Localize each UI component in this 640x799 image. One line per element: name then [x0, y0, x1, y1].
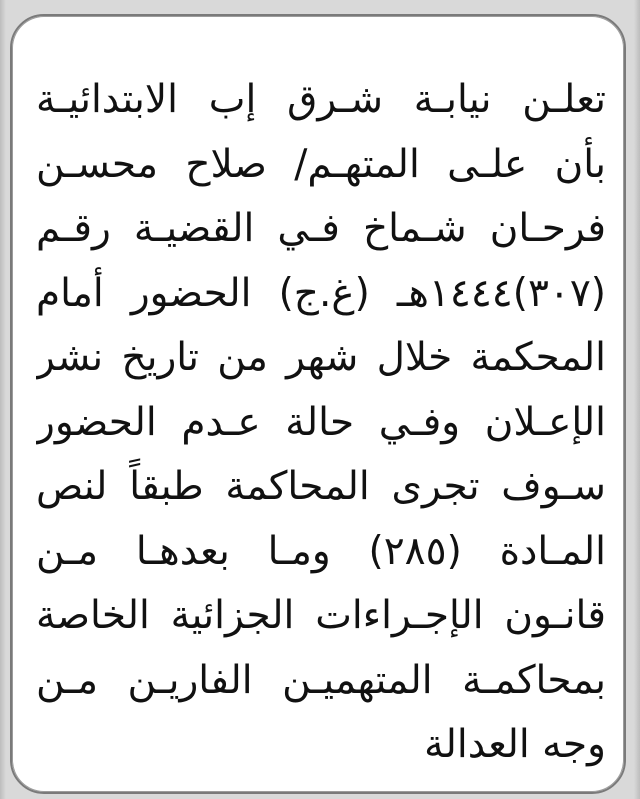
notice-line: قانـون الإجـراءات الجزائية الخاصة	[36, 593, 606, 638]
notice-line: بأن علـى المتهـم/ صلاح محسـن	[36, 141, 606, 187]
notice-line: سـوف تجرى المحاكمة طبقاً لنص	[36, 464, 606, 509]
notice-line: بمحاكمـة المتهميـن الفاريـن مـن	[36, 657, 606, 703]
notice-line: (٣٠٧)١٤٤٤هـ (غ.ج) الحضور أمام	[36, 270, 606, 316]
notice-text	[36, 68, 606, 778]
notice-line: تعلـن نيابـة شـرق إب الابتدائيـة	[36, 77, 606, 122]
notice-line: وجه العدالة	[424, 722, 606, 767]
notice-line: المـادة (٢٨٥) ومـا بعدهـا مـن	[36, 528, 606, 574]
public-notice-card	[10, 14, 626, 794]
notice-line: الإعـلان وفـي حالة عـدم الحضور	[36, 399, 606, 445]
notice-line: المحكمة خلال شهر من تاريخ نشر	[36, 335, 606, 380]
notice-line: فرحـان شـماخ فـي القضيـة رقـم	[36, 206, 606, 251]
